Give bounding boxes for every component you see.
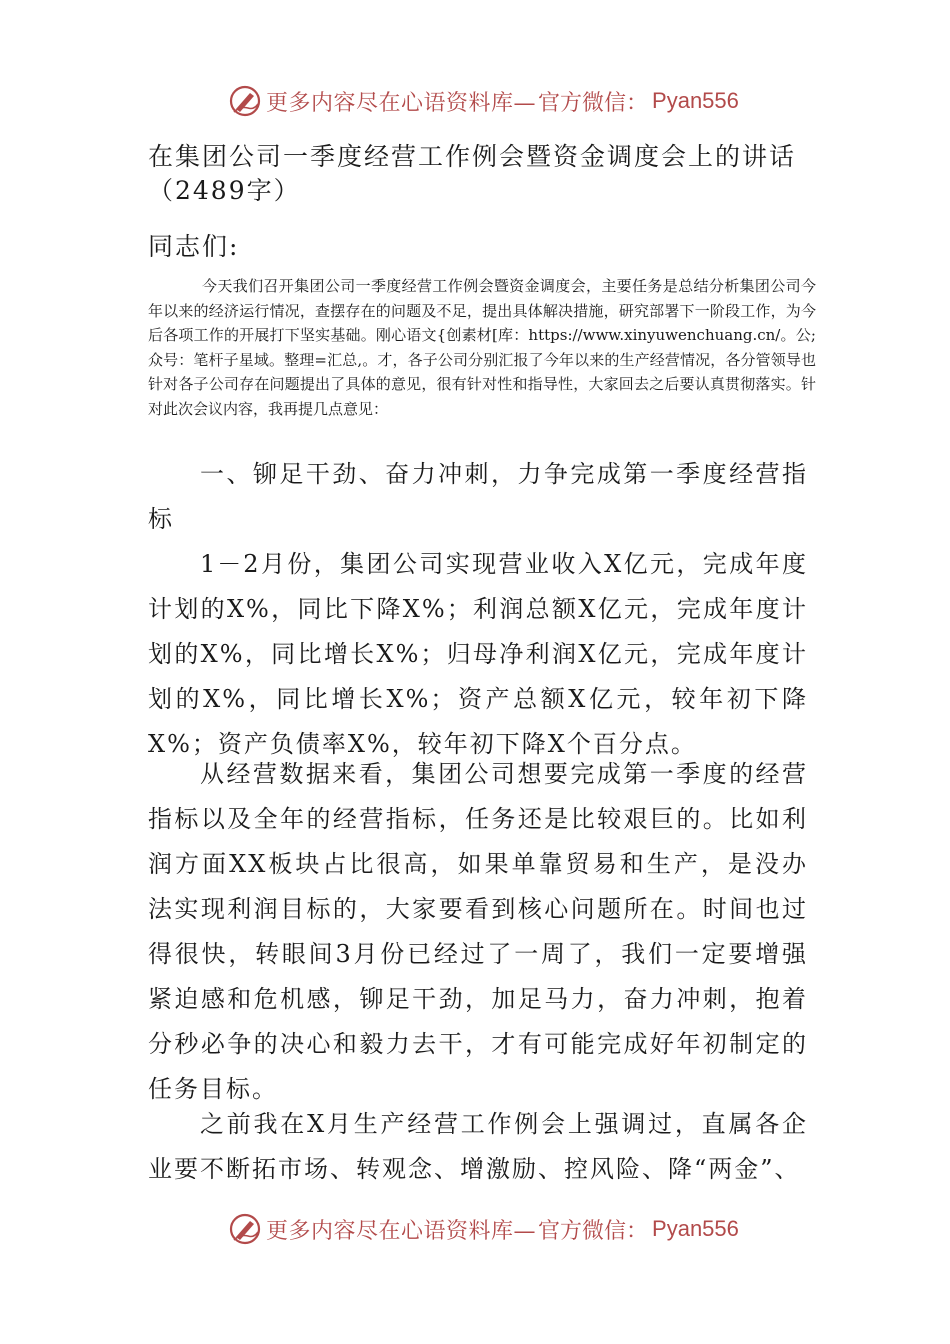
banner-wechat-label: 官方微信： <box>538 1218 649 1244</box>
banner-wechat-id: Pyan556 <box>652 1216 739 1241</box>
section-heading: 一、铆足干劲、奋力冲刺，力争完成第一季度经营指标 <box>148 460 808 533</box>
pen-logo-icon <box>228 1212 262 1246</box>
pen-logo-icon <box>228 84 262 118</box>
footer-banner <box>228 1212 739 1246</box>
salutation: 同志们: <box>148 232 240 261</box>
banner-wechat-id: Pyan556 <box>652 88 739 113</box>
body-paragraph: 1－2月份，集团公司实现营业收入X亿元，完成年度计划的X%，同比下降X%；利润总额X亿元，完成年度计划的X%，同比增长X%；归母净利润X亿元，完成年度计划的X%，同比增长X%；资产总额X亿元，较年初下降X%；资产负债率X%，较年初下降X个百分点。 <box>148 550 808 758</box>
banner-text: 更多内容尽在心语资料库— <box>266 90 537 116</box>
banner-text: 更多内容尽在心语资料库— <box>266 1218 537 1244</box>
banner-wechat-label: 官方微信： <box>538 90 649 116</box>
intro-paragraph: 今天我们召开集团公司一季度经营工作例会暨资金调度会，主要任务是总结分析集团公司今年以来的经济运行情况，查摆存在的问题及不足，提出具体解决措施，研究部署下一阶段工作，为今后各项工作的开展打下坚实基础。刚心语文{创素材[库：https://www.xinyuwenchuang.cn/。公;众号：笔杆子星域。整理=汇总,。才，各子公司分别汇报了今年以来的生产经营情况，各分管领导也针对各子公司存在问题提出了具体的意见，很有针对性和指导性，大家回去之后要认真贯彻落实。针对此次会议内容，我再提几点意见： <box>148 277 816 418</box>
document-title: 在集团公司一季度经营工作例会暨资金调度会上的讲话（2489字） <box>148 142 797 205</box>
body-paragraph: 从经营数据来看，集团公司想要完成第一季度的经营指标以及全年的经营指标，任务还是比较艰巨的。比如利润方面XX板块占比很高，如果单靠贸易和生产，是没办法实现利润目标的，大家要看到核心问题所在。时间也过得很快，转眼间3月份已经过了一周了，我们一定要增强紧迫感和危机感，铆足干劲，加足马力，奋力冲刺，抱着分秒必争的决心和毅力去干，才有可能完成好年初制定的任务目标。 <box>148 760 808 1103</box>
body-paragraph: 之前我在X月生产经营工作例会上强调过，直属各企业要不断拓市场、转观念、增激励、控风险、降“两金”、 <box>148 1110 808 1183</box>
header-banner <box>228 84 739 118</box>
